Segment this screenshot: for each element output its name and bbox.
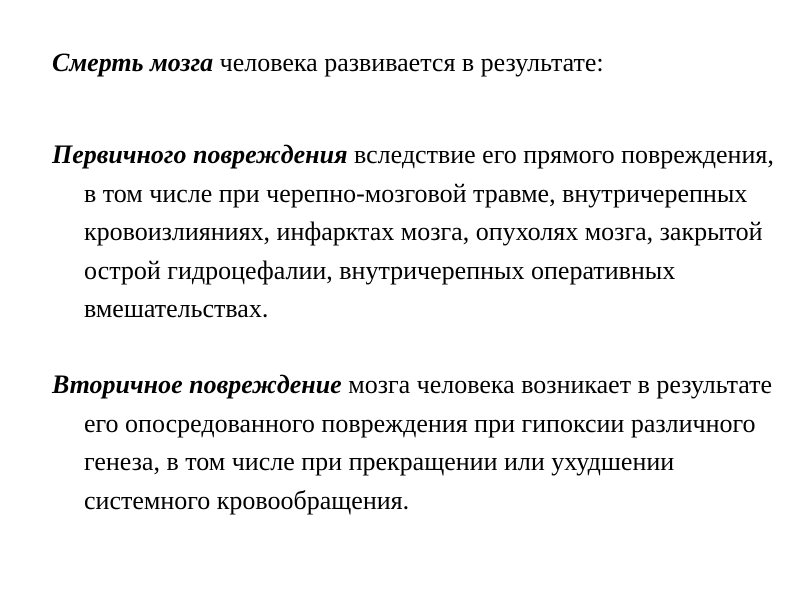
primary-damage-term: Первичного повреждения xyxy=(52,140,348,169)
intro-term: Смерть мозга xyxy=(52,48,214,77)
intro-paragraph xyxy=(52,44,772,83)
primary-damage-text: вследствие его прямого повреждения, в том числе при черепно-мозговой травме, внутричерепных кровоизлияниях, инфарктах мозга, опухолях мозга, закрытой острой гидроцефалии, внутричерепных оперативных вмешательствах. xyxy=(84,140,774,323)
secondary-damage-term: Вторичное повреждение xyxy=(52,370,342,399)
secondary-damage-paragraph xyxy=(52,366,784,520)
secondary-damage-text: мозга человека возникает в результате его опосредованного повреждения при гипоксии различного генеза, в том числе при прекращении или ухудшении системного кровообращения. xyxy=(84,370,773,515)
primary-damage-paragraph xyxy=(52,136,776,329)
intro-text: человека развивается в результате: xyxy=(213,48,604,77)
